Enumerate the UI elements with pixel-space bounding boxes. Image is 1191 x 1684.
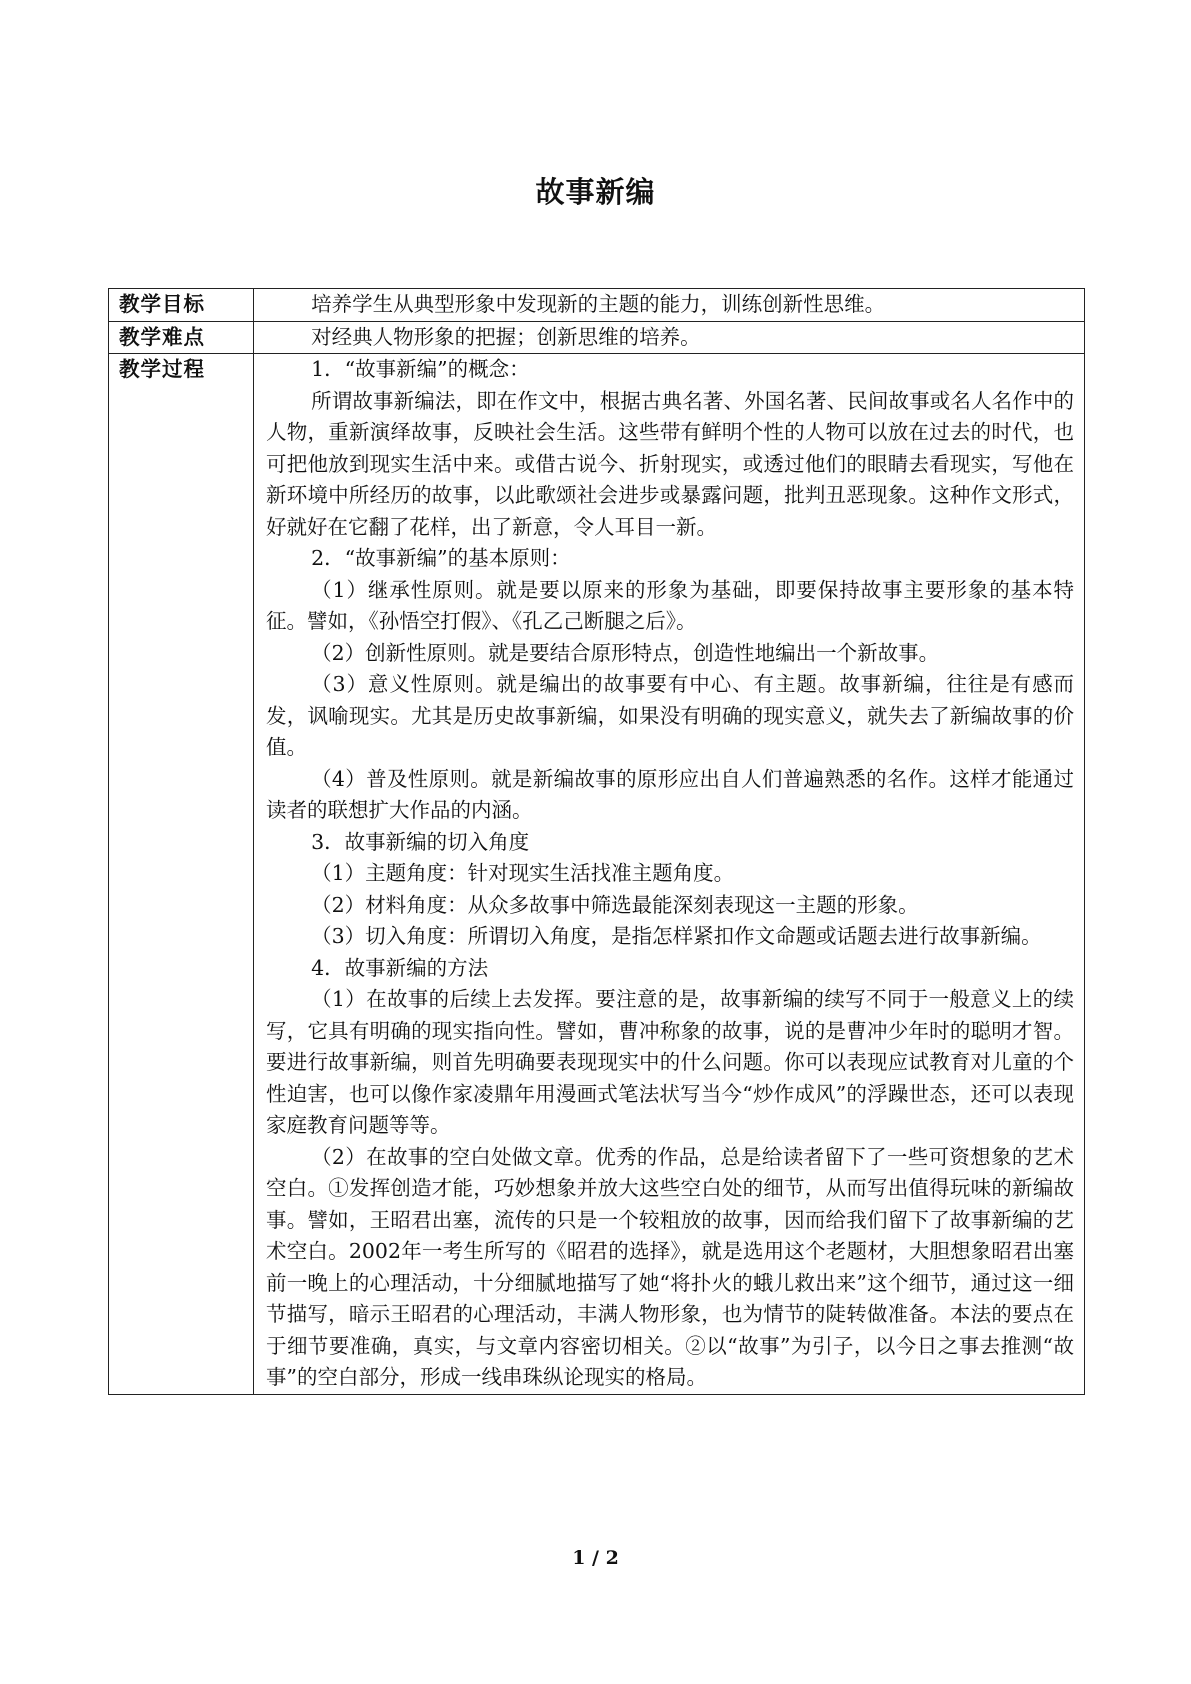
process-paragraph: （2）在故事的空白处做文章。优秀的作品，总是给读者留下了一些可资想象的艺术空白。①发挥创造才能，巧妙想象并放大这些空白处的细节，从而写出值得玩味的新编故事。譬如，王昭君出塞，流传的只是一个较粗放的故事，因而给我们留下了故事新编的艺术空白。2002年一考生所写的《昭君的选择》，就是选用这个老题材，大胆想象昭君出塞前一晚上的心理活动，十分细腻地描写了她“将扑火的蛾儿救出来”这个细节，通过这一细节描写，暗示王昭君的心理活动，丰满人物形象，也为情节的陡转做准备。本法的要点在于细节要准确，真实，与文章内容密切相关。②以“故事”为引子，以今日之事去推测“故事”的空白部分，形成一线串珠纵论现实的格局。 — [266, 1144, 1074, 1389]
process-paragraph: （2）材料角度：从众多故事中筛选最能深刻表现这一主题的形象。 — [311, 892, 919, 917]
process-paragraph: 4．故事新编的方法 — [311, 955, 489, 980]
label-difficulties: 教学难点 — [109, 321, 254, 354]
table-row-process — [109, 354, 1085, 1395]
process-paragraph: （3）切入角度：所谓切入角度，是指怎样紧扣作文命题或话题去进行故事新编。 — [311, 924, 1042, 948]
label-objectives: 教学目标 — [109, 289, 254, 322]
process-paragraph: （1）在故事的后续上去发挥。要注意的是，故事新编的续写不同于一般意义上的续写，它具有明确的现实指向性。譬如，曹冲称象的故事，说的是曹冲少年时的聪明才智。要进行故事新编，则首先明确要表现现实中的什么问题。你可以表现应试教育对儿童的个性迫害，也可以像作家凌鼎年用漫画式笔法状写当今“炒作成风”的浮躁世态，还可以表现家庭教育问题等等。 — [266, 987, 1074, 1137]
process-paragraph: 2．“故事新编”的基本原则： — [311, 546, 571, 570]
process-paragraph: （1）继承性原则。就是要以原来的形象为基础，即要保持故事主要形象的基本特征。譬如，《孙悟空打假》、《孔乙己断腿之后》。 — [266, 577, 1074, 633]
table-row-objectives — [109, 289, 1085, 322]
process-paragraph: 所谓故事新编法，即在作文中，根据古典名著、外国名著、民间故事或名人名作中的人物，重新演绎故事，反映社会生活。这些带有鲜明个性的人物可以放在过去的时代，也可把他放到现实生活中来。或借古说今、折射现实，或透过他们的眼睛去看现实，写他在新环境中所经历的故事，以此歌颂社会进步或暴露问题，批判丑恶现象。这种作文形式，好就好在它翻了花样，出了新意，令人耳目一新。 — [266, 388, 1074, 539]
process-paragraph: （3）意义性原则。就是编出的故事要有中心、有主题。故事新编，往往是有感而发，讽喻现实。尤其是历史故事新编，如果没有明确的现实意义，就失去了新编故事的价值。 — [266, 672, 1074, 759]
content-process — [254, 354, 1085, 1395]
content-objectives — [254, 289, 1085, 322]
page-title: 故事新编 — [535, 175, 656, 209]
page-number: 1 / 2 — [572, 1547, 619, 1569]
process-paragraph: 1．“故事新编”的概念： — [311, 357, 530, 381]
process-paragraph: （2）创新性原则。就是要结合原形特点，创造性地编出一个新故事。 — [311, 640, 940, 665]
label-process: 教学过程 — [109, 354, 254, 1395]
table-row-difficulties — [109, 321, 1085, 354]
lesson-plan-table — [108, 288, 1085, 1395]
process-paragraph: （4）普及性原则。就是新编故事的原形应出自人们普遍熟悉的名作。这样才能通过读者的联想扩大作品的内涵。 — [266, 766, 1074, 822]
difficulties-text: 对经典人物形象的把握；创新思维的培养。 — [311, 324, 701, 349]
objectives-text: 培养学生从典型形象中发现新的主题的能力，训练创新性思维。 — [311, 292, 886, 316]
process-paragraph: 3．故事新编的切入角度 — [311, 829, 530, 854]
process-paragraph: （1）主题角度：针对现实生活找准主题角度。 — [311, 861, 735, 885]
content-difficulties — [254, 321, 1085, 354]
